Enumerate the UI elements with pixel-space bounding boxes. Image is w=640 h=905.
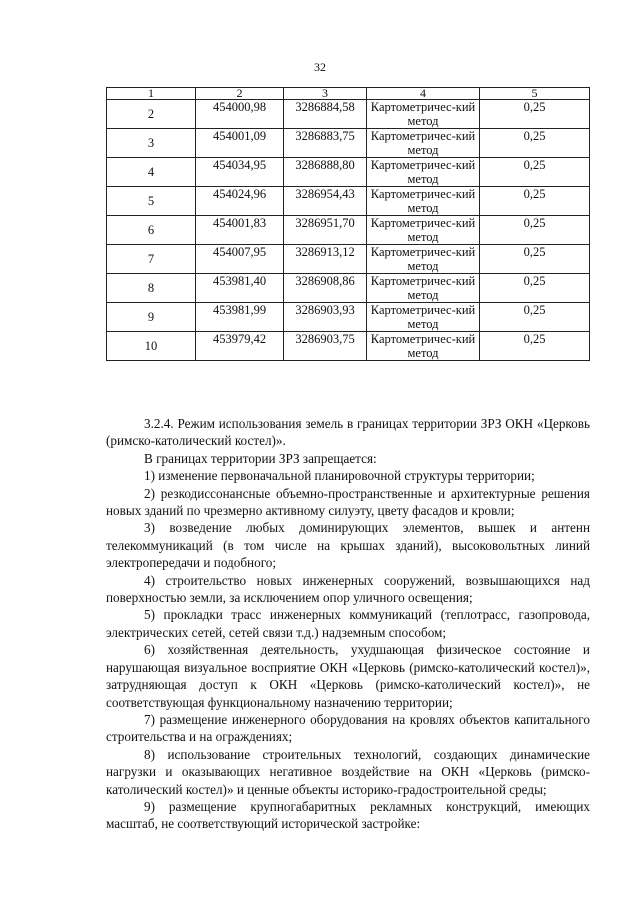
method-cell: Картометричес-кий метод — [367, 332, 480, 361]
table-row — [107, 303, 590, 332]
table-row — [107, 129, 590, 158]
point-number-cell: 2 — [107, 100, 196, 129]
column-header: 5 — [480, 88, 590, 100]
accuracy-cell: 0,25 — [480, 187, 590, 216]
point-number-cell: 5 — [107, 187, 196, 216]
method-cell: Картометричес-кий метод — [367, 245, 480, 274]
page-number: 32 — [314, 60, 326, 74]
accuracy-cell: 0,25 — [480, 129, 590, 158]
x-coordinate-cell: 454000,98 — [196, 100, 284, 129]
list-item: 3) возведение любых доминирующих элементов, вышек и антенн телекоммуникаций (в том числе на крышах зданий), высоковольтных линий электропередачи и подобного; — [106, 520, 590, 571]
point-number-cell: 8 — [107, 274, 196, 303]
x-coordinate-cell: 454001,83 — [196, 216, 284, 245]
table-row — [107, 158, 590, 187]
y-coordinate-cell: 3286903,75 — [284, 332, 367, 361]
accuracy-cell: 0,25 — [480, 303, 590, 332]
accuracy-cell: 0,25 — [480, 332, 590, 361]
table-row — [107, 100, 590, 129]
column-header: 1 — [107, 88, 196, 100]
point-number-cell: 3 — [107, 129, 196, 158]
point-number-cell: 9 — [107, 303, 196, 332]
list-item: 1) изменение первоначальной планировочной структуры территории; — [144, 468, 535, 484]
point-number-cell: 6 — [107, 216, 196, 245]
x-coordinate-cell: 454034,95 — [196, 158, 284, 187]
accuracy-cell: 0,25 — [480, 216, 590, 245]
method-cell: Картометричес-кий метод — [367, 187, 480, 216]
point-number-cell: 4 — [107, 158, 196, 187]
y-coordinate-cell: 3286903,93 — [284, 303, 367, 332]
y-coordinate-cell: 3286951,70 — [284, 216, 367, 245]
list-item: 5) прокладки трасс инженерных коммуникаций (теплотрасс, газопровода, электрических сетей, сетей связи т.д.) надземным способом; — [106, 607, 590, 640]
list-item: 8) использование строительных технологий, создающих динамические нагрузки и оказывающих негативное воздействие на ОКН «Церковь (римско-католический костел)» и ценные объекты историко-градостроительной среды; — [106, 746, 590, 797]
coordinates-table — [106, 87, 590, 361]
list-item: 7) размещение инженерного оборудования на кровлях объектов капитального строительства и на ограждениях; — [106, 711, 590, 745]
accuracy-cell: 0,25 — [480, 274, 590, 303]
column-header: 4 — [367, 88, 480, 100]
x-coordinate-cell: 453981,99 — [196, 303, 284, 332]
list-item: 6) хозяйственная деятельность, ухудшающая физическое состояние и нарушающая визуальное восприятие ОКН «Церковь (римско-католический костел)», затрудняющая доступ к ОКН «Церковь (римско-католический костел)», не соответствующая функциональному назначению территории; — [106, 642, 590, 710]
y-coordinate-cell: 3286913,12 — [284, 245, 367, 274]
x-coordinate-cell: 453979,42 — [196, 332, 284, 361]
intro-paragraph: В границах территории ЗРЗ запрещается: — [144, 450, 377, 466]
method-cell: Картометричес-кий метод — [367, 100, 480, 129]
column-header: 3 — [284, 88, 367, 100]
y-coordinate-cell: 3286884,58 — [284, 100, 367, 129]
y-coordinate-cell: 3286954,43 — [284, 187, 367, 216]
table-row — [107, 274, 590, 303]
x-coordinate-cell: 453981,40 — [196, 274, 284, 303]
method-cell: Картометричес-кий метод — [367, 216, 480, 245]
x-coordinate-cell: 454024,96 — [196, 187, 284, 216]
list-item: 4) строительство новых инженерных сооружений, возвышающихся над поверхностью земли, за исключением опор уличного освещения; — [106, 572, 590, 606]
method-cell: Картометричес-кий метод — [367, 274, 480, 303]
method-cell: Картометричес-кий метод — [367, 303, 480, 332]
table-row — [107, 245, 590, 274]
point-number-cell: 7 — [107, 245, 196, 274]
method-cell: Картометричес-кий метод — [367, 129, 480, 158]
y-coordinate-cell: 3286888,80 — [284, 158, 367, 187]
accuracy-cell: 0,25 — [480, 158, 590, 187]
table-row — [107, 216, 590, 245]
table-header-row — [107, 88, 590, 100]
x-coordinate-cell: 454001,09 — [196, 129, 284, 158]
x-coordinate-cell: 454007,95 — [196, 245, 284, 274]
method-cell: Картометричес-кий метод — [367, 158, 480, 187]
y-coordinate-cell: 3286883,75 — [284, 129, 367, 158]
column-header: 2 — [196, 88, 284, 100]
restrictions-list — [106, 467, 590, 833]
accuracy-cell: 0,25 — [480, 100, 590, 129]
accuracy-cell: 0,25 — [480, 245, 590, 274]
table-row — [107, 332, 590, 361]
list-item: 9) размещение крупногабаритных рекламных конструкций, имеющих масштаб, не соответствующий исторической застройке: — [106, 798, 590, 832]
point-number-cell: 10 — [107, 332, 196, 361]
section-heading: 3.2.4. Режим использования земель в границах территории ЗРЗ ОКН «Церковь (римско-католический костел)». — [106, 416, 590, 449]
list-item: 2) резкодиссонансные объемно-пространственные и архитектурные решения новых зданий по чрезмерно активному силуэту, цвету фасадов и кровли; — [106, 485, 590, 519]
table-row — [107, 187, 590, 216]
y-coordinate-cell: 3286908,86 — [284, 274, 367, 303]
document-body — [106, 415, 590, 833]
